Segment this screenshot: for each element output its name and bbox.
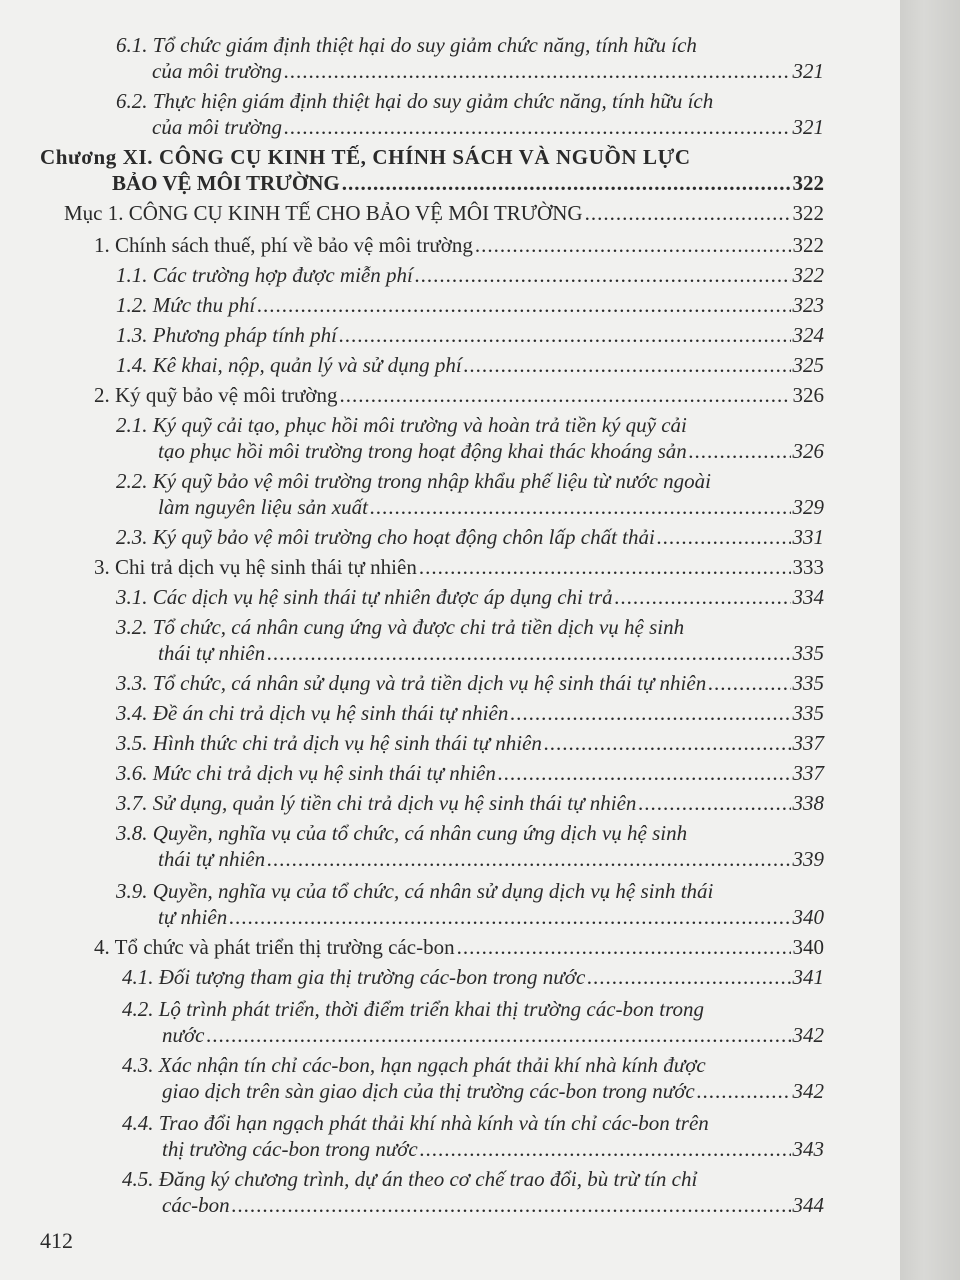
toc-entry-4: 4. Tổ chức và phát triển thị trường các-bon ..... 340 [94, 932, 824, 962]
toc-entry-4-3: 4.3. Xác nhận tín chỉ các-bon, hạn ngạch phát thải khí nhà kính được [122, 1053, 706, 1077]
toc-entry-3-2-cont: thái tự nhiên ..... 335 [158, 638, 824, 668]
chapter-heading-cont: BẢO VỆ MÔI TRƯỜNG ..... 322 [112, 168, 824, 198]
toc-entry-3-7: 3.7. Sử dụng, quản lý tiền chi trả dịch vụ hệ sinh thái tự nhiên ..... 338 [116, 788, 824, 818]
toc-entry-1-2: 1.2. Mức thu phí ..... 323 [116, 290, 824, 320]
toc-entry-3-9: 3.9. Quyền, nghĩa vụ của tổ chức, cá nhân sử dụng dịch vụ hệ sinh thái [116, 879, 714, 903]
chapter-heading: Chương XI. CÔNG CỤ KINH TẾ, CHÍNH SÁCH VÀ NGUỒN LỰC [40, 145, 691, 169]
toc-entry-2-1: 2.1. Ký quỹ cải tạo, phục hồi môi trường và hoàn trả tiền ký quỹ cải [116, 413, 687, 437]
section-heading: Mục 1. CÔNG CỤ KINH TẾ CHO BẢO VỆ MÔI TRƯỜNG ..... 322 [64, 198, 824, 228]
toc-entry-3-2: 3.2. Tổ chức, cá nhân cung ứng và được chi trả tiền dịch vụ hệ sinh [116, 615, 685, 639]
toc-entry-1: 1. Chính sách thuế, phí về bảo vệ môi trường ..... 322 [94, 230, 824, 260]
toc-entry-4-1: 4.1. Đối tượng tham gia thị trường các-bon trong nước ..... 341 [122, 962, 824, 992]
toc-entry-4-2: 4.2. Lộ trình phát triển, thời điểm triển khai thị trường các-bon trong [122, 997, 704, 1021]
toc-entry-4-4-cont: thị trường các-bon trong nước ..... 343 [162, 1134, 824, 1164]
toc-entry-6-1-cont: của môi trường ..... 321 [152, 56, 824, 86]
toc-entry-3-1: 3.1. Các dịch vụ hệ sinh thái tự nhiên được áp dụng chi trả ..... 334 [116, 582, 824, 612]
toc-entry-2-1-cont: tạo phục hồi môi trường trong hoạt động khai thác khoáng sản ..... 326 [158, 436, 824, 466]
toc-entry-4-3-cont: giao dịch trên sàn giao dịch của thị trường các-bon trong nước ..... 342 [162, 1076, 824, 1106]
toc-entry-3-8: 3.8. Quyền, nghĩa vụ của tổ chức, cá nhân cung ứng dịch vụ hệ sinh [116, 821, 688, 845]
toc-entry-6-2: 6.2. Thực hiện giám định thiệt hại do suy giảm chức năng, tính hữu ích [116, 89, 714, 113]
toc-entry-4-2-cont: nước ..... 342 [162, 1020, 824, 1050]
toc-entry-4-4: 4.4. Trao đổi hạn ngạch phát thải khí nhà kính và tín chỉ các-bon trên [122, 1111, 709, 1135]
toc-entry-3-4: 3.4. Đề án chi trả dịch vụ hệ sinh thái tự nhiên ..... 335 [116, 698, 824, 728]
toc-entry-3: 3. Chi trả dịch vụ hệ sinh thái tự nhiên ..... 333 [94, 552, 824, 582]
toc-entry-6-1: 6.1. Tổ chức giám định thiệt hại do suy giảm chức năng, tính hữu ích [116, 33, 697, 57]
page-edge [900, 0, 960, 1280]
toc-entry-1-1: 1.1. Các trường hợp được miễn phí ..... 322 [116, 260, 824, 290]
toc-entry-4-5-cont: các-bon ..... 344 [162, 1190, 824, 1220]
toc-entry-3-8-cont: thái tự nhiên ..... 339 [158, 844, 824, 874]
toc-entry-2-2: 2.2. Ký quỹ bảo vệ môi trường trong nhập khẩu phế liệu từ nước ngoài [116, 469, 711, 493]
toc-entry-3-6: 3.6. Mức chi trả dịch vụ hệ sinh thái tự nhiên ..... 337 [116, 758, 824, 788]
toc-entry-4-5: 4.5. Đăng ký chương trình, dự án theo cơ chế trao đổi, bù trừ tín chỉ [122, 1167, 698, 1191]
toc-entry-2: 2. Ký quỹ bảo vệ môi trường ..... 326 [94, 380, 824, 410]
toc-entry-3-9-cont: tự nhiên ..... 340 [158, 902, 824, 932]
toc-entry-1-3: 1.3. Phương pháp tính phí ..... 324 [116, 320, 824, 350]
toc-entry-3-3: 3.3. Tổ chức, cá nhân sử dụng và trả tiền dịch vụ hệ sinh thái tự nhiên ..... 335 [116, 668, 824, 698]
toc-entry-6-2-cont: của môi trường ..... 321 [152, 112, 824, 142]
toc-entry-2-2-cont: làm nguyên liệu sản xuất ..... 329 [158, 492, 824, 522]
toc-entry-1-4: 1.4. Kê khai, nộp, quản lý và sử dụng phí ..... 325 [116, 350, 824, 380]
page-number: 412 [40, 1228, 73, 1253]
toc-entry-3-5: 3.5. Hình thức chi trả dịch vụ hệ sinh thái tự nhiên ..... 337 [116, 728, 824, 758]
toc-entry-2-3: 2.3. Ký quỹ bảo vệ môi trường cho hoạt động chôn lấp chất thải ..... 331 [116, 522, 824, 552]
